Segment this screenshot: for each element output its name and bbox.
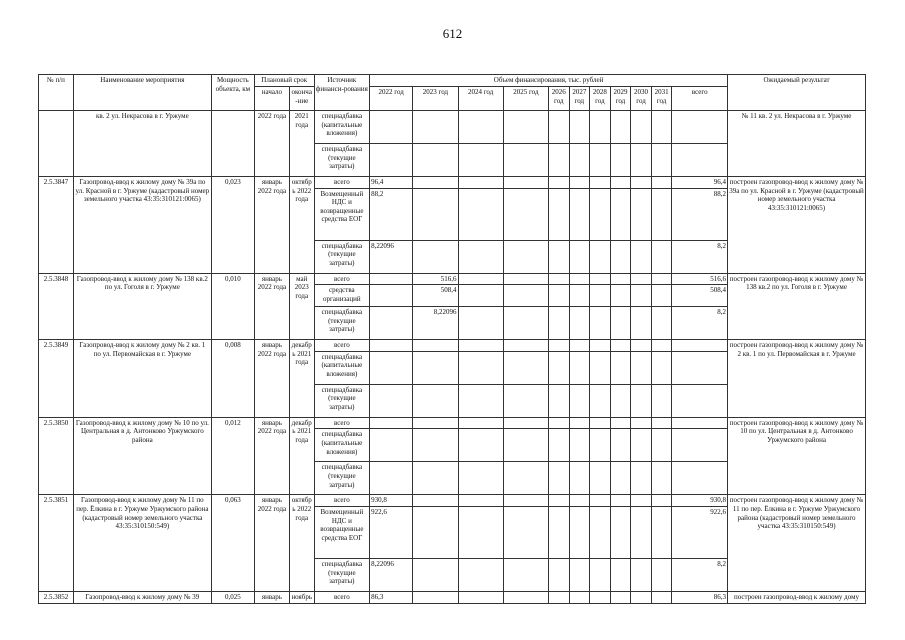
value-empty bbox=[549, 340, 570, 352]
capacity-value: 0,008 bbox=[211, 340, 254, 418]
value-empty bbox=[610, 417, 631, 429]
value-empty bbox=[651, 495, 672, 507]
value-empty bbox=[503, 417, 548, 429]
value-empty bbox=[503, 429, 548, 462]
value-empty bbox=[651, 111, 672, 144]
value-total: 930,8 bbox=[672, 495, 728, 507]
value-empty bbox=[590, 558, 611, 591]
end-date: ноябрь bbox=[289, 591, 314, 603]
funding-source: спецнадбавка (текущие затраты) bbox=[314, 558, 370, 591]
value-empty bbox=[610, 144, 631, 177]
value-total bbox=[672, 340, 728, 352]
value-2023 bbox=[413, 462, 458, 495]
value-2022: 88,2 bbox=[370, 188, 413, 240]
value-empty bbox=[458, 144, 503, 177]
value-empty bbox=[569, 188, 590, 240]
measure-name: Газопровод-ввод к жилому дому № 11 по пер. Ёлкина в г. Уржуме Уржумского района (кадастровый номер земельного участка 43:35:310150:549) bbox=[73, 495, 211, 592]
capacity-value: 0,023 bbox=[211, 177, 254, 274]
header-source: Источник финанси-рования bbox=[314, 75, 370, 111]
header-volume: Объем финансирования, тыс. рублей bbox=[370, 75, 728, 87]
value-empty bbox=[610, 307, 631, 340]
value-2022 bbox=[370, 351, 413, 384]
value-empty bbox=[569, 429, 590, 462]
value-2022 bbox=[370, 340, 413, 352]
value-2023: 508,4 bbox=[413, 285, 458, 307]
value-empty bbox=[569, 340, 590, 352]
value-empty bbox=[631, 307, 652, 340]
value-empty bbox=[651, 417, 672, 429]
value-2023 bbox=[413, 495, 458, 507]
value-empty bbox=[631, 177, 652, 189]
expected-result: построен газопровод-ввод к жилому дому № 2 кв. 1 по ул. Первомайская в г. Уржуме bbox=[728, 340, 866, 418]
value-empty bbox=[651, 177, 672, 189]
value-empty bbox=[610, 384, 631, 417]
value-2023 bbox=[413, 188, 458, 240]
end-date: декабрь 2021 года bbox=[289, 417, 314, 495]
value-empty bbox=[610, 462, 631, 495]
expected-result: построен газопровод-ввод к жилому дому № 11 по пер. Ёлкина в г. Уржуме Уржумского района (кадастровый номер земельного участка 43:35:310150:549) bbox=[728, 495, 866, 592]
row-number: 2.5.3847 bbox=[39, 177, 74, 274]
value-empty bbox=[569, 111, 590, 144]
header-end: оконча-ние bbox=[289, 87, 314, 111]
value-empty bbox=[631, 506, 652, 558]
value-empty bbox=[569, 307, 590, 340]
value-empty bbox=[610, 506, 631, 558]
funding-source: спецнадбавка (текущие затраты) bbox=[314, 384, 370, 417]
value-empty bbox=[458, 384, 503, 417]
value-total: 8,2 bbox=[672, 307, 728, 340]
value-total: 922,6 bbox=[672, 506, 728, 558]
value-empty bbox=[590, 591, 611, 603]
value-empty bbox=[569, 417, 590, 429]
value-total bbox=[672, 417, 728, 429]
header-name: Наименование мероприятия bbox=[73, 75, 211, 111]
end-date: 2021 года bbox=[289, 111, 314, 177]
value-empty bbox=[503, 285, 548, 307]
value-empty bbox=[590, 307, 611, 340]
value-empty bbox=[631, 188, 652, 240]
value-empty bbox=[651, 558, 672, 591]
capacity-value: 0,063 bbox=[211, 495, 254, 592]
value-empty bbox=[458, 240, 503, 273]
value-empty bbox=[610, 351, 631, 384]
value-empty bbox=[590, 506, 611, 558]
value-empty bbox=[549, 558, 570, 591]
value-empty bbox=[610, 558, 631, 591]
value-total bbox=[672, 429, 728, 462]
value-empty bbox=[503, 188, 548, 240]
row-number bbox=[39, 111, 74, 177]
table-row bbox=[39, 177, 866, 189]
value-empty bbox=[549, 111, 570, 144]
value-total bbox=[672, 384, 728, 417]
value-empty bbox=[590, 177, 611, 189]
capacity-value bbox=[211, 111, 254, 177]
funding-source: всего bbox=[314, 591, 370, 603]
funding-source: спецнадбавка (текущие затраты) bbox=[314, 144, 370, 177]
value-empty bbox=[610, 240, 631, 273]
value-empty bbox=[458, 188, 503, 240]
value-2022: 8,22096 bbox=[370, 558, 413, 591]
value-empty bbox=[590, 340, 611, 352]
row-number: 2.5.3849 bbox=[39, 340, 74, 418]
value-empty bbox=[590, 273, 611, 285]
value-empty bbox=[651, 273, 672, 285]
header-year: 2024 год bbox=[458, 87, 503, 111]
value-empty bbox=[631, 417, 652, 429]
funding-source: всего bbox=[314, 273, 370, 285]
value-total bbox=[672, 144, 728, 177]
expected-result: построен газопровод-ввод к жилому дому № 138 кв.2 по ул. Гоголя в г. Уржуме bbox=[728, 273, 866, 340]
value-empty bbox=[549, 144, 570, 177]
value-total: 8,2 bbox=[672, 558, 728, 591]
value-2023 bbox=[413, 111, 458, 144]
value-2022 bbox=[370, 307, 413, 340]
value-2022 bbox=[370, 273, 413, 285]
funding-source: Возмещенный НДС и возвращенные средства ЕОГ bbox=[314, 506, 370, 558]
value-empty bbox=[610, 340, 631, 352]
value-empty bbox=[590, 495, 611, 507]
value-empty bbox=[569, 273, 590, 285]
value-2023 bbox=[413, 429, 458, 462]
value-empty bbox=[458, 351, 503, 384]
value-empty bbox=[651, 506, 672, 558]
value-2022: 922,6 bbox=[370, 506, 413, 558]
start-date: январь 2022 года bbox=[254, 495, 289, 592]
funding-source: спецнадбавка (текущие затраты) bbox=[314, 307, 370, 340]
value-empty bbox=[458, 340, 503, 352]
value-empty bbox=[610, 111, 631, 144]
value-empty bbox=[590, 285, 611, 307]
value-empty bbox=[610, 177, 631, 189]
value-empty bbox=[610, 429, 631, 462]
value-empty bbox=[503, 177, 548, 189]
value-empty bbox=[569, 506, 590, 558]
value-empty bbox=[549, 188, 570, 240]
value-2023: 8,22096 bbox=[413, 307, 458, 340]
page-number: 612 bbox=[442, 26, 463, 41]
value-empty bbox=[549, 506, 570, 558]
value-empty bbox=[590, 144, 611, 177]
value-empty bbox=[651, 384, 672, 417]
value-empty bbox=[651, 188, 672, 240]
header-year: 2031 год bbox=[651, 87, 672, 111]
value-empty bbox=[610, 273, 631, 285]
measure-name: Газопровод-ввод к жилому дому № 10 по ул. Центральная в д. Антонково Уржумского района bbox=[73, 417, 211, 495]
header-total: всего bbox=[672, 87, 728, 111]
start-date: январь bbox=[254, 591, 289, 603]
value-2022 bbox=[370, 429, 413, 462]
funding-source: спецнадбавка (текущие затраты) bbox=[314, 240, 370, 273]
table-row bbox=[39, 340, 866, 352]
table-row bbox=[39, 591, 866, 603]
value-total bbox=[672, 462, 728, 495]
value-empty bbox=[590, 111, 611, 144]
funding-source: спецнадбавка (капитальные вложения) bbox=[314, 351, 370, 384]
value-empty bbox=[631, 384, 652, 417]
value-empty bbox=[631, 273, 652, 285]
value-empty bbox=[458, 591, 503, 603]
value-empty bbox=[503, 144, 548, 177]
value-empty bbox=[631, 495, 652, 507]
value-2022 bbox=[370, 417, 413, 429]
value-empty bbox=[631, 111, 652, 144]
measure-name: Газопровод-ввод к жилому дому № 138 кв.2 по ул. Гоголя в г. Уржуме bbox=[73, 273, 211, 340]
header-year: 2025 год bbox=[503, 87, 548, 111]
table-row bbox=[39, 417, 866, 429]
value-empty bbox=[590, 417, 611, 429]
value-2022 bbox=[370, 285, 413, 307]
value-empty bbox=[569, 285, 590, 307]
value-empty bbox=[549, 495, 570, 507]
value-2022 bbox=[370, 384, 413, 417]
value-empty bbox=[590, 240, 611, 273]
value-2023 bbox=[413, 506, 458, 558]
value-2023 bbox=[413, 351, 458, 384]
end-date: октябрь 2022 года bbox=[289, 495, 314, 592]
table-header bbox=[39, 75, 866, 111]
value-empty bbox=[503, 111, 548, 144]
start-date: январь 2022 года bbox=[254, 417, 289, 495]
value-empty bbox=[549, 429, 570, 462]
value-empty bbox=[590, 351, 611, 384]
capacity-value: 0,010 bbox=[211, 273, 254, 340]
value-empty bbox=[503, 351, 548, 384]
value-2023 bbox=[413, 240, 458, 273]
value-empty bbox=[458, 429, 503, 462]
start-date: январь 2022 года bbox=[254, 340, 289, 418]
value-empty bbox=[569, 351, 590, 384]
value-empty bbox=[549, 351, 570, 384]
funding-source: средства организаций bbox=[314, 285, 370, 307]
header-year: 2030 год bbox=[631, 87, 652, 111]
value-empty bbox=[631, 591, 652, 603]
header-year: 2029 год bbox=[610, 87, 631, 111]
funding-source: Возмещенный НДС и возвращенные средства ЕОГ bbox=[314, 188, 370, 240]
value-empty bbox=[549, 273, 570, 285]
value-total: 508,4 bbox=[672, 285, 728, 307]
value-empty bbox=[549, 240, 570, 273]
funding-source: спецнадбавка (капитальные вложения) bbox=[314, 111, 370, 144]
value-empty bbox=[569, 384, 590, 417]
value-empty bbox=[590, 188, 611, 240]
header-year: 2022 год bbox=[370, 87, 413, 111]
measure-name: кв. 2 ул. Некрасова в г. Уржуме bbox=[73, 111, 211, 177]
table-body bbox=[39, 111, 866, 604]
value-2022 bbox=[370, 462, 413, 495]
value-2023 bbox=[413, 417, 458, 429]
value-empty bbox=[458, 506, 503, 558]
value-total: 86,3 bbox=[672, 591, 728, 603]
value-empty bbox=[549, 177, 570, 189]
value-empty bbox=[631, 240, 652, 273]
value-empty bbox=[651, 240, 672, 273]
value-empty bbox=[651, 429, 672, 462]
value-2023 bbox=[413, 558, 458, 591]
funding-source: всего bbox=[314, 177, 370, 189]
financing-table bbox=[38, 74, 866, 604]
value-empty bbox=[503, 558, 548, 591]
value-empty bbox=[569, 177, 590, 189]
value-2023 bbox=[413, 384, 458, 417]
value-empty bbox=[458, 495, 503, 507]
end-date: октябрь 2022 года bbox=[289, 177, 314, 274]
value-empty bbox=[651, 285, 672, 307]
value-2023 bbox=[413, 591, 458, 603]
row-number: 2.5.3851 bbox=[39, 495, 74, 592]
value-empty bbox=[569, 462, 590, 495]
measure-name: Газопровод-ввод к жилому дому № 39а по ул. Красной в г. Уржуме (кадастровый номер земельного участка 43:35:310121:0065) bbox=[73, 177, 211, 274]
value-empty bbox=[549, 417, 570, 429]
row-number: 2.5.3848 bbox=[39, 273, 74, 340]
value-2022 bbox=[370, 111, 413, 144]
value-empty bbox=[569, 144, 590, 177]
value-empty bbox=[651, 340, 672, 352]
value-empty bbox=[610, 285, 631, 307]
value-2022: 86,3 bbox=[370, 591, 413, 603]
value-2022: 930,8 bbox=[370, 495, 413, 507]
value-empty bbox=[503, 462, 548, 495]
value-empty bbox=[458, 285, 503, 307]
row-number: 2.5.3852 bbox=[39, 591, 74, 603]
capacity-value: 0,012 bbox=[211, 417, 254, 495]
value-empty bbox=[458, 417, 503, 429]
value-empty bbox=[651, 144, 672, 177]
value-empty bbox=[631, 144, 652, 177]
value-empty bbox=[458, 273, 503, 285]
header-start: начало bbox=[254, 87, 289, 111]
value-2023 bbox=[413, 177, 458, 189]
value-total: 96,4 bbox=[672, 177, 728, 189]
value-empty bbox=[503, 384, 548, 417]
value-empty bbox=[590, 429, 611, 462]
funding-source: спецнадбавка (текущие затраты) bbox=[314, 462, 370, 495]
value-2023 bbox=[413, 340, 458, 352]
value-empty bbox=[458, 111, 503, 144]
value-empty bbox=[651, 591, 672, 603]
expected-result: построен газопровод-ввод к жилому дому bbox=[728, 591, 866, 603]
value-empty bbox=[549, 307, 570, 340]
table-row bbox=[39, 495, 866, 507]
funding-source: всего bbox=[314, 495, 370, 507]
value-empty bbox=[458, 462, 503, 495]
value-empty bbox=[549, 384, 570, 417]
measure-name: Газопровод-ввод к жилому дому № 39 bbox=[73, 591, 211, 603]
row-number: 2.5.3850 bbox=[39, 417, 74, 495]
value-empty bbox=[503, 495, 548, 507]
value-empty bbox=[503, 340, 548, 352]
value-empty bbox=[549, 285, 570, 307]
value-empty bbox=[549, 462, 570, 495]
value-empty bbox=[569, 495, 590, 507]
end-date: май 2023 года bbox=[289, 273, 314, 340]
value-2023: 516,6 bbox=[413, 273, 458, 285]
value-empty bbox=[503, 591, 548, 603]
value-empty bbox=[569, 591, 590, 603]
table-row bbox=[39, 111, 866, 144]
value-empty bbox=[503, 240, 548, 273]
value-empty bbox=[651, 351, 672, 384]
value-2022: 96,4 bbox=[370, 177, 413, 189]
value-empty bbox=[503, 307, 548, 340]
expected-result: № 11 кв. 2 ул. Некрасова в г. Уржуме bbox=[728, 111, 866, 177]
value-empty bbox=[651, 462, 672, 495]
value-2023 bbox=[413, 144, 458, 177]
header-year: 2027 год bbox=[569, 87, 590, 111]
value-empty bbox=[610, 591, 631, 603]
header-capacity: Мощность объекта, км bbox=[211, 75, 254, 111]
start-date: январь 2022 года bbox=[254, 177, 289, 274]
value-empty bbox=[458, 558, 503, 591]
value-empty bbox=[610, 495, 631, 507]
header-year: 2026 год bbox=[549, 87, 570, 111]
value-total: 516,6 bbox=[672, 273, 728, 285]
header-num: № п/п bbox=[39, 75, 74, 111]
value-empty bbox=[590, 384, 611, 417]
header-year: 2028 год bbox=[590, 87, 611, 111]
value-2022 bbox=[370, 144, 413, 177]
funding-source: всего bbox=[314, 417, 370, 429]
value-total: 88,2 bbox=[672, 188, 728, 240]
value-empty bbox=[569, 558, 590, 591]
header-term: Плановый срок bbox=[254, 75, 314, 87]
value-empty bbox=[458, 177, 503, 189]
header-year: 2023 год bbox=[413, 87, 458, 111]
value-empty bbox=[590, 462, 611, 495]
funding-source: всего bbox=[314, 340, 370, 352]
value-empty bbox=[651, 307, 672, 340]
expected-result: построен газопровод-ввод к жилому дому № 39а по ул. Красной в г. Уржуме (кадастровый номер земельного участка 43:35:310121:0065) bbox=[728, 177, 866, 274]
value-empty bbox=[631, 340, 652, 352]
value-empty bbox=[503, 273, 548, 285]
value-total: 8,2 bbox=[672, 240, 728, 273]
value-2022: 8,22096 bbox=[370, 240, 413, 273]
measure-name: Газопровод-ввод к жилому дому № 2 кв. 1 по ул. Первомайская в г. Уржуме bbox=[73, 340, 211, 418]
header-result: Ожидаемый результат bbox=[728, 75, 866, 111]
value-empty bbox=[458, 307, 503, 340]
table-row bbox=[39, 273, 866, 285]
funding-source: спецнадбавка (капитальные вложения) bbox=[314, 429, 370, 462]
value-empty bbox=[503, 506, 548, 558]
value-empty bbox=[549, 591, 570, 603]
start-date: 2022 года bbox=[254, 111, 289, 177]
end-date: декабрь 2021 года bbox=[289, 340, 314, 418]
start-date: январь 2022 года bbox=[254, 273, 289, 340]
value-empty bbox=[610, 188, 631, 240]
value-empty bbox=[631, 429, 652, 462]
value-empty bbox=[631, 285, 652, 307]
value-total bbox=[672, 111, 728, 144]
value-empty bbox=[631, 558, 652, 591]
value-total bbox=[672, 351, 728, 384]
value-empty bbox=[631, 351, 652, 384]
capacity-value: 0,025 bbox=[211, 591, 254, 603]
value-empty bbox=[569, 240, 590, 273]
value-empty bbox=[631, 462, 652, 495]
expected-result: построен газопровод-ввод к жилому дому № 10 по ул. Центральная в д. Антонково Уржумского района bbox=[728, 417, 866, 495]
